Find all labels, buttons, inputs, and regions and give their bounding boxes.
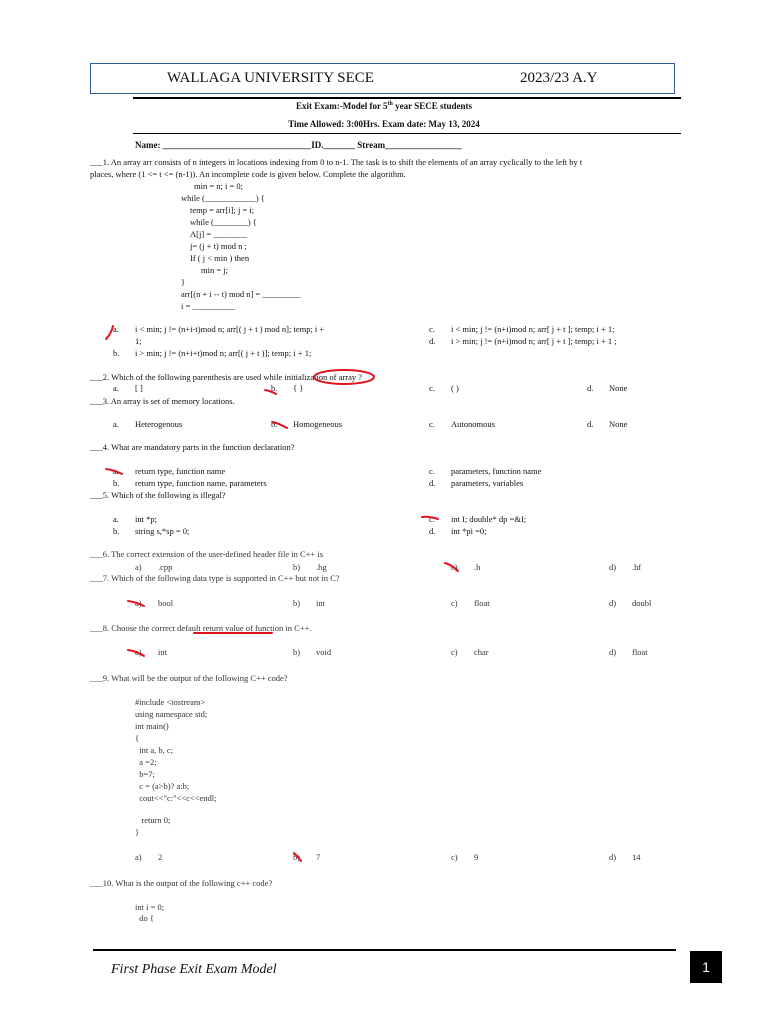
check-mark-q2 xyxy=(265,390,276,394)
check-mark-q1 xyxy=(106,326,113,339)
q9-code-line: } xyxy=(135,827,140,837)
q5-option-a: int *p; xyxy=(135,514,157,524)
q1-option-a-cont: 1; xyxy=(135,336,142,346)
q5-stem: ___5. Which of the following is illegal? xyxy=(90,490,226,500)
q9-stem: ___9. What will be the output of the following C++ code? xyxy=(90,673,288,683)
q9-code-line: { xyxy=(135,733,140,743)
q4-option-a: return type, function name xyxy=(135,466,226,476)
q10-code-line: int i = 0; xyxy=(135,902,165,912)
q1-option-b-label: b. xyxy=(113,348,120,358)
q5-option-c: int I; double* dp =&I; xyxy=(451,514,527,524)
q1-stem-line2: places, where (1 <= t <= (n-1)). An incomplete code is given below. Complete the algorithm. xyxy=(90,169,406,179)
q9-option-d-label: d) xyxy=(609,852,617,862)
q1-option-b: i > min; j != (n+i+t)mod n; arr[( j + t )]; temp; i + 1; xyxy=(135,348,312,358)
q3-stem: ___3. An array is set of memory locations. xyxy=(90,396,235,406)
q1-code-line: while (________) { xyxy=(190,217,257,227)
q8-option-b-label: b) xyxy=(293,647,301,657)
q2-option-a: [ ] xyxy=(135,383,143,393)
q9-code-line: b=7; xyxy=(135,769,155,779)
q6-option-d-label: d) xyxy=(609,562,617,572)
q5-option-b: string s,*sp = 0; xyxy=(135,526,190,536)
q7-option-a: bool xyxy=(158,598,174,608)
q1-stem-line1: ___1. An array arr consists of n integers in locations indexing from 0 to n-1. The task is to shift the elements of an array cyclically to the left by t xyxy=(90,157,583,167)
q2-option-c: ( ) xyxy=(451,383,459,393)
q1-code-line: arr[(n + i -- t) mod n] = _________ xyxy=(181,289,301,299)
check-mark-q7 xyxy=(128,601,144,606)
footer-rule xyxy=(93,949,676,951)
q8-option-a: int xyxy=(158,647,167,657)
q8-option-a-label: a) xyxy=(135,647,142,657)
q8-option-c: char xyxy=(474,647,489,657)
q1-code-line: A[j] = ________ xyxy=(190,229,248,239)
q3-option-d: None xyxy=(609,419,628,429)
q4-option-b-label: b. xyxy=(113,478,120,488)
q1-code-line: j= (j + t) mod n ; xyxy=(190,241,247,251)
q7-option-c: float xyxy=(474,598,490,608)
footer-text: First Phase Exit Exam Model xyxy=(111,962,277,977)
q4-option-c: parameters, function name xyxy=(451,466,542,476)
q5-option-c-label: c. xyxy=(429,514,435,524)
check-mark-q4 xyxy=(106,469,122,474)
q3-option-a: Heterogenous xyxy=(135,419,183,429)
q3-option-d-label: d. xyxy=(587,419,594,429)
q6-option-c: .h xyxy=(474,562,481,572)
q2-option-d: None xyxy=(609,383,628,393)
exam-title: Exit Exam:-Model for 5th year SECE students xyxy=(295,101,473,111)
q9-code-line: return 0; xyxy=(135,815,171,825)
q7-option-c-label: c) xyxy=(451,598,458,608)
q1-code-line: while (____________) { xyxy=(181,193,265,203)
q2-option-c-label: c. xyxy=(429,383,435,393)
q6-option-b-label: b) xyxy=(293,562,301,572)
q6-option-b: .hg xyxy=(316,562,327,572)
q10-stem: ___10. What is the output of the following c++ code? xyxy=(90,878,273,888)
q2-option-a-label: a. xyxy=(113,383,119,393)
q7-stem: ___7. Which of the following data type is supported in C++ but not in C? xyxy=(90,573,340,583)
q1-code-line: min = n; i = 0; xyxy=(194,181,244,191)
q9-code-line: using namespace std; xyxy=(135,709,208,719)
q9-option-b: 7 xyxy=(316,852,321,862)
circle-initialization-q2 xyxy=(314,370,374,384)
q1-code-line: min = j; xyxy=(201,265,228,275)
q6-option-d: .hf xyxy=(632,562,642,572)
q1-code-line: } xyxy=(181,277,186,287)
q7-option-a-label: a) xyxy=(135,598,142,608)
q9-option-a-label: a) xyxy=(135,852,142,862)
q5-option-b-label: b. xyxy=(113,526,120,536)
q7-option-d-label: d) xyxy=(609,598,617,608)
q6-option-a: .cpp xyxy=(158,562,173,572)
q1-code-line: temp = arr[i]; j = i; xyxy=(190,205,255,215)
q1-option-a: i < min; j != (n+i-t)mod n; arr[( j + t ) mod n]; temp; i + xyxy=(135,324,325,334)
q4-option-d-label: d. xyxy=(429,478,436,488)
q5-option-a-label: a. xyxy=(113,514,119,524)
q3-option-a-label: a. xyxy=(113,419,119,429)
academic-year: 2023/23 A.Y xyxy=(520,70,598,86)
q8-stem: ___8. Choose the correct default return value of function in C++. xyxy=(90,623,312,633)
page-number: 1 xyxy=(690,951,722,983)
q5-option-d: int *pi =0; xyxy=(451,526,487,536)
q8-option-d-label: d) xyxy=(609,647,617,657)
q8-option-d: float xyxy=(632,647,648,657)
q6-option-c-label: c) xyxy=(451,562,458,572)
q9-code-line: int main() xyxy=(135,721,169,731)
q9-option-c: 9 xyxy=(474,852,479,862)
q9-code-line: c = (a>b)? a:b; xyxy=(135,781,190,791)
q1-option-c: i < min; j != (n+i)mod n; arr[ j + t ]; temp; i + 1; xyxy=(451,324,615,334)
q7-option-b-label: b) xyxy=(293,598,301,608)
q7-option-b: int xyxy=(316,598,325,608)
q8-option-c-label: c) xyxy=(451,647,458,657)
time-allowed: Time Allowed: 3:00Hrs. Exam date: May 13, 2024 xyxy=(288,119,480,129)
q8-option-b: void xyxy=(316,647,332,657)
q9-option-c-label: c) xyxy=(451,852,458,862)
q9-code-line: cout<<"c:"<<c<<endl; xyxy=(135,793,217,803)
check-mark-q3 xyxy=(273,422,287,428)
q4-stem: ___4. What are mandatory parts in the function declaration? xyxy=(90,442,295,452)
check-mark-q5 xyxy=(422,517,438,519)
q4-option-a-label: a. xyxy=(113,466,119,476)
q5-option-d-label: d. xyxy=(429,526,436,536)
q4-option-b: return type, function name, parameters xyxy=(135,478,267,488)
q9-code-line: a =2; xyxy=(135,757,157,767)
check-mark-q6 xyxy=(445,563,458,571)
q3-option-c-label: c. xyxy=(429,419,435,429)
q2-stem: ___2. Which of the following parenthesis are used while initialization of array ? xyxy=(90,372,362,382)
q9-code-line: int a, b, c; xyxy=(135,745,174,755)
q9-option-d: 14 xyxy=(632,852,641,862)
q2-option-b-label: b. xyxy=(271,383,278,393)
q1-code-line: i = __________ xyxy=(181,301,235,311)
q2-option-b: { } xyxy=(293,383,304,393)
q9-option-a: 2 xyxy=(158,852,163,862)
q1-option-d: i > min; j != (n+i)mod n; arr[ j + t ]; temp; i + 1 ; xyxy=(451,336,617,346)
q4-option-c-label: c. xyxy=(429,466,435,476)
q9-option-b-label: b) xyxy=(293,852,301,862)
q10-code-line: do { xyxy=(135,913,154,923)
university-name: WALLAGA UNIVERSITY SECE xyxy=(167,70,374,86)
q1-option-a-label: a. xyxy=(113,324,119,334)
name-id-stream-line: Name: _________________________________ID._______ Stream_________________ xyxy=(135,140,462,150)
q1-code-line: If ( j < min ) then xyxy=(190,253,250,263)
q7-option-d: doubl xyxy=(632,598,652,608)
q3-option-c: Autonomous xyxy=(451,419,495,429)
q2-option-d-label: d. xyxy=(587,383,594,393)
q6-stem: ___6. The correct extension of the user-defined header file in C++ is xyxy=(90,549,324,559)
check-mark-q8 xyxy=(128,650,144,656)
q3-option-b-label: b. xyxy=(271,419,278,429)
q9-code-line: #include <iostream> xyxy=(135,697,206,707)
q1-option-d-label: d. xyxy=(429,336,436,346)
q6-option-a-label: a) xyxy=(135,562,142,572)
check-mark-q9 xyxy=(294,853,301,861)
q3-option-b: Homogeneous xyxy=(293,419,343,429)
q1-option-c-label: c. xyxy=(429,324,435,334)
q4-option-d: parameters, variables xyxy=(451,478,524,488)
